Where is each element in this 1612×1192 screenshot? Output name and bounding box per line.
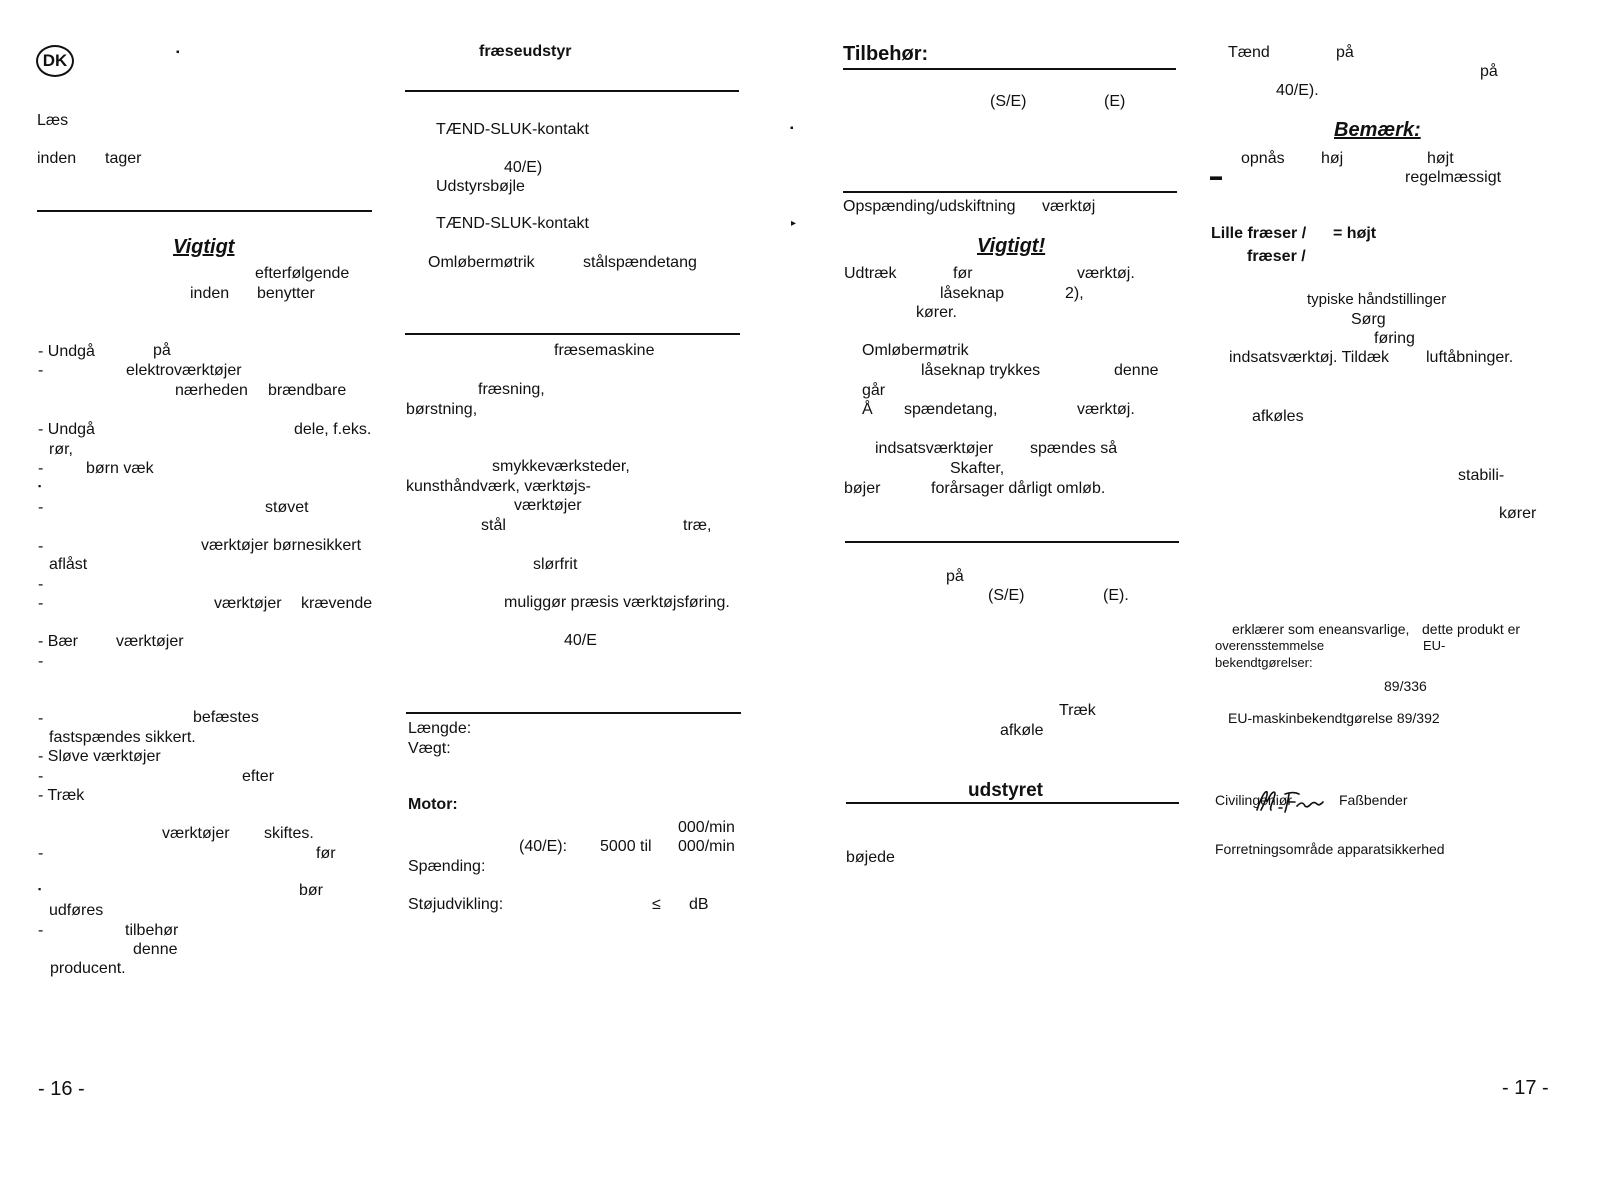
divider [845, 541, 1179, 543]
divider [846, 802, 1179, 804]
text: på [1480, 63, 1498, 80]
text: denne [133, 941, 178, 958]
text: elektroværktøjer [126, 362, 242, 379]
text: bøjede [846, 849, 895, 866]
divider [405, 333, 740, 335]
text: (E) [1104, 93, 1126, 110]
text: låseknap [940, 285, 1005, 302]
text: 40/E) [504, 159, 543, 176]
text: EU-maskinbekendtgørelse 89/392 [1228, 710, 1440, 726]
text: fræseudstyr [479, 43, 572, 60]
text: luftåbninger. [1426, 349, 1514, 366]
text: indsatsværktøj. Tildæk [1229, 349, 1390, 366]
text: spændes så [1030, 440, 1118, 457]
spec-label: Spænding: [408, 858, 486, 875]
text: bekendtgørelser: [1215, 655, 1313, 670]
text: opnås [1241, 150, 1285, 167]
text: på [1336, 44, 1354, 61]
list-dash: ▪ [38, 884, 42, 894]
list-item: - Bær [38, 633, 78, 650]
text: Forretningsområde apparatsikkerhed [1215, 841, 1445, 857]
list-dash: - [38, 499, 44, 516]
text: Sørg [1351, 311, 1386, 328]
text: = højt [1333, 225, 1377, 242]
text: denne [1114, 362, 1159, 379]
text: Læs [37, 112, 69, 129]
text: erklærer som eneansvarlige, [1232, 621, 1410, 637]
text: tilbehør [125, 922, 179, 939]
text: udføres [49, 902, 104, 919]
text: bøjer [844, 480, 881, 497]
text: benytter [257, 285, 315, 302]
list-dash: ▪ [38, 481, 42, 491]
list-dash: - [38, 653, 44, 670]
list-dash: - [38, 845, 44, 862]
text: Opspænding/udskiftning [843, 198, 1016, 215]
text: kunsthåndværk, værktøjs- [406, 478, 591, 495]
list-dash: ▬ [1210, 169, 1222, 183]
text: fræser / [1247, 248, 1306, 265]
text: går [862, 382, 886, 399]
text: dele, f.eks. [294, 421, 372, 438]
list-dash: - [38, 576, 44, 593]
list-item: - Træk [38, 787, 85, 804]
text: Skafter, [950, 460, 1005, 477]
text: forårsager dårligt omløb. [931, 480, 1106, 497]
text: smykkeværksteder, [492, 458, 630, 475]
section-heading: Bemærk: [1334, 119, 1421, 141]
text: støvet [265, 499, 309, 516]
text: Omløbermøtrik [862, 342, 969, 359]
list-dash: - [38, 595, 44, 612]
list-dash: - [38, 768, 44, 785]
text: på [946, 568, 964, 585]
text: fastspændes sikkert. [49, 729, 196, 746]
spec-label: Vægt: [408, 740, 451, 757]
text: (E). [1103, 587, 1129, 604]
section-heading: udstyret [968, 780, 1043, 801]
text: værktøjer [162, 825, 230, 842]
text: (S/E) [988, 587, 1025, 604]
text: 40/E). [1276, 82, 1319, 99]
text: værktøj. [1077, 401, 1135, 418]
spec-label: Støjudvikling: [408, 896, 504, 913]
divider [843, 191, 1177, 193]
text: regelmæssigt [1405, 169, 1502, 186]
text: høj [1321, 150, 1344, 167]
text: højt [1427, 150, 1454, 167]
text: skiftes. [264, 825, 314, 842]
text: stålspændetang [583, 254, 697, 271]
text: værktøjer børnesikkert [201, 537, 362, 554]
text: brændbare [268, 382, 347, 399]
spec-value: 000/min [678, 838, 735, 855]
country-badge: DK [36, 45, 74, 77]
text: producent. [50, 960, 126, 977]
list-dash: - [38, 922, 44, 939]
text: stål [481, 517, 506, 534]
text: befæstes [193, 709, 259, 726]
list-item: - Undgå [38, 343, 95, 360]
text: EU- [1423, 638, 1446, 653]
text: krævende [301, 595, 373, 612]
page-number-right: - 17 - [1502, 1077, 1549, 1099]
text: børn væk [86, 460, 154, 477]
section-heading: Tilbehør: [843, 43, 929, 65]
spec-label: Længde: [408, 720, 472, 737]
text: inden [190, 285, 230, 302]
text: spændetang, [904, 401, 998, 418]
list-dash: - [38, 710, 44, 727]
text: slørfrit [533, 556, 578, 573]
text: værktøjer [514, 497, 582, 514]
text: Lille fræser / [1211, 225, 1307, 242]
text: inden [37, 150, 77, 167]
text: efter [242, 768, 275, 785]
text: kører [1499, 505, 1537, 522]
list-dash: - [38, 538, 44, 555]
text: før [953, 265, 973, 282]
list-item: - Undgå [38, 421, 95, 438]
text: Omløbermøtrik [428, 254, 535, 271]
text: børstning, [406, 401, 478, 418]
spec-label: Motor: [408, 796, 458, 813]
text: kører. [916, 304, 957, 321]
text: afkøles [1252, 408, 1304, 425]
text: før [316, 845, 336, 862]
text: nærheden [175, 382, 248, 399]
text: værktøj [1042, 198, 1096, 215]
text: TÆND-SLUK-kontakt [436, 215, 589, 232]
text: 2), [1065, 285, 1084, 302]
divider [405, 90, 739, 92]
list-dash: - [38, 362, 44, 379]
text: værktøjer [116, 633, 184, 650]
text: Udstyrsbøjle [436, 178, 525, 195]
text: 89/336 [1384, 678, 1427, 694]
text: låseknap trykkes [921, 362, 1041, 379]
divider [37, 210, 372, 212]
text: afkøle [1000, 722, 1044, 739]
text: bør [299, 882, 323, 899]
text: Tænd [1228, 44, 1270, 61]
text: Faßbender [1339, 792, 1408, 808]
spec-value: ≤ [652, 896, 661, 913]
spec-value: dB [689, 896, 709, 913]
text: Udtræk [844, 265, 897, 282]
section-heading: Vigtigt [173, 236, 235, 258]
text: på [153, 342, 171, 359]
text: (S/E) [990, 93, 1027, 110]
bullet: ▪ [176, 47, 180, 58]
text: rør, [49, 441, 73, 458]
section-heading: Vigtigt! [977, 235, 1046, 257]
text: indsatsværktøjer [875, 440, 994, 457]
spec-value: 000/min [678, 819, 735, 836]
text: Træk [1059, 702, 1096, 719]
spec-value: 5000 til [600, 838, 652, 855]
text: typiske håndstillinger [1307, 291, 1447, 308]
list-dash: - [38, 460, 44, 477]
text: overensstemmelse [1215, 638, 1325, 653]
spec-value: (40/E): [519, 838, 568, 855]
text: 40/E [564, 632, 597, 649]
text: fræsemaskine [554, 342, 655, 359]
text: føring [1374, 330, 1415, 347]
text: tager [105, 150, 142, 167]
list-item: - Sløve værktøjer [38, 748, 161, 765]
text: dette produkt er [1422, 621, 1521, 637]
text: stabili- [1458, 467, 1505, 484]
text: Å [862, 401, 873, 418]
text: fræsning, [478, 381, 545, 398]
text: efterfølgende [255, 265, 350, 282]
divider [406, 712, 741, 714]
bullet: ▪ [790, 123, 794, 134]
text: aflåst [49, 556, 88, 573]
divider [843, 68, 1176, 70]
bullet: ▸ [791, 218, 797, 229]
text: værktøjer [214, 595, 282, 612]
text: træ, [683, 517, 712, 534]
text: muliggør præsis værktøjsføring. [504, 594, 730, 611]
page-number-left: - 16 - [38, 1078, 85, 1100]
text: Civilingeniør [1215, 792, 1293, 808]
text: TÆND-SLUK-kontakt [436, 121, 589, 138]
text: værktøj. [1077, 265, 1135, 282]
